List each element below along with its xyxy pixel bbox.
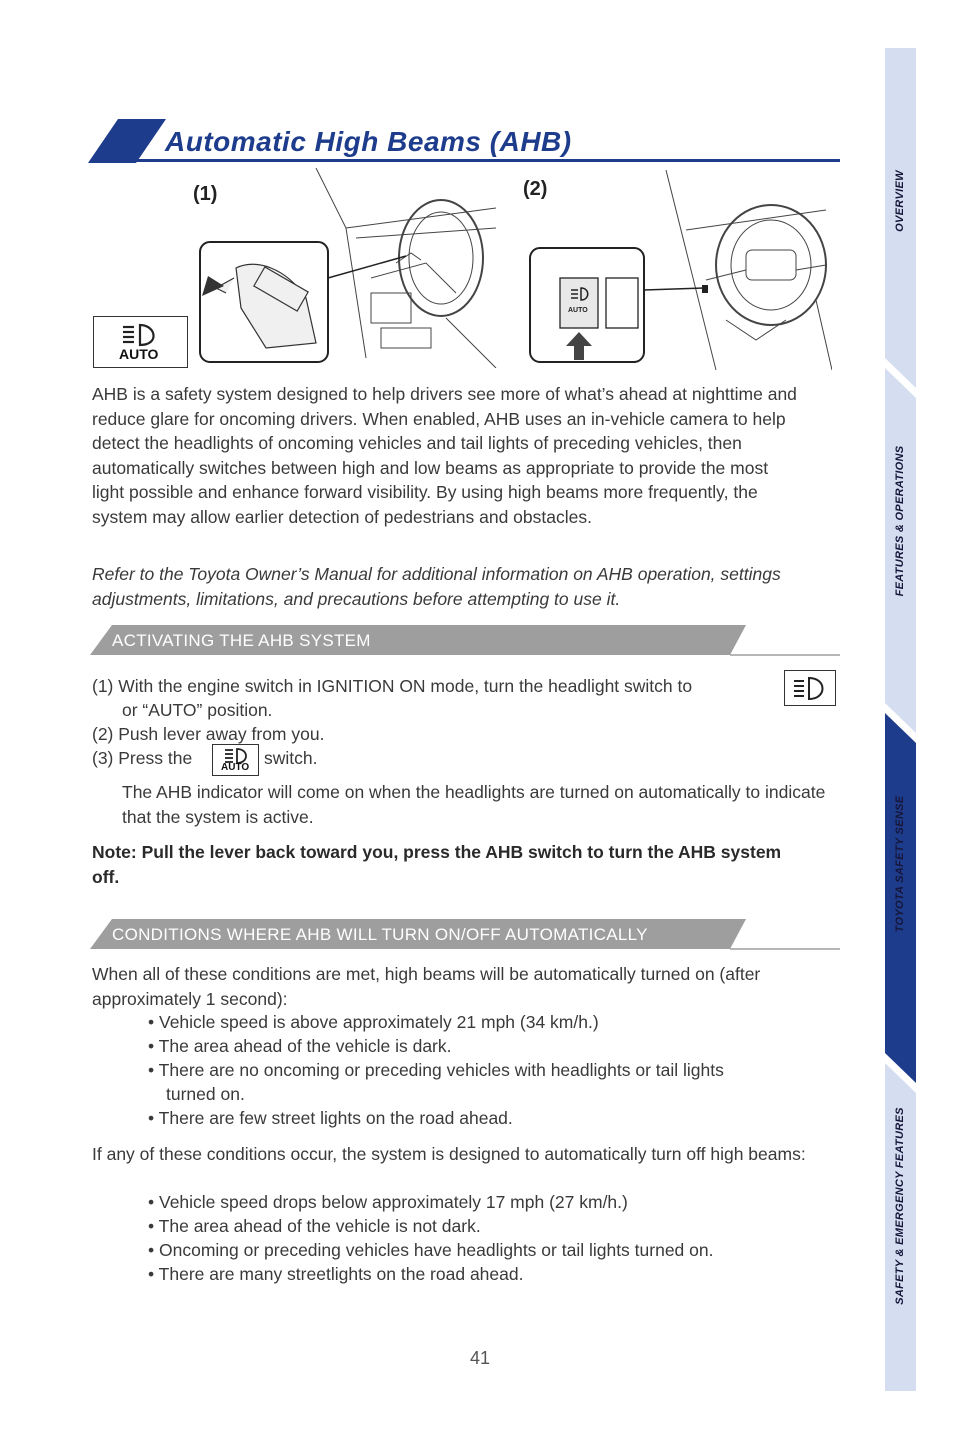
- headlight-auto-icon: [93, 316, 188, 368]
- off-bullet: • There are many streetlights on the road ahead.: [148, 1264, 524, 1284]
- on-bullet: • Vehicle speed is above approximately 21 mph (34 km/h.): [148, 1012, 599, 1032]
- intro-paragraph: AHB is a safety system designed to help drivers see more of what’s ahead at nighttime and reduce glare for oncoming drivers. When enabled, AHB uses an in-vehicle camera to help detect the headlights of oncoming vehicles and tail lights of preceding vehicles, then automatically switches between high and low beams as appropriate to provide the most light possible and enhance forward visibility. By using high beams more frequently, the system may allow earlier detection of pedestrians and obstacles.: [92, 384, 797, 527]
- step-3-prefix: (3) Press the: [92, 748, 193, 768]
- ahb-switch-auto-label: AUTO: [221, 762, 250, 773]
- off-note: Note: Pull the lever back toward you, press the AHB switch to turn the AHB system off.: [92, 842, 782, 887]
- off-intro: If any of these conditions occur, the system is designed to automatically turn off high beams:: [92, 1144, 806, 1164]
- tab-overview[interactable]: OVERVIEW: [894, 170, 906, 232]
- on-bullet: • There are few street lights on the road ahead.: [148, 1108, 513, 1128]
- switch-auto-label: AUTO: [568, 307, 588, 314]
- step-2: (2) Push lever away from you.: [92, 724, 325, 744]
- headlight-icon: [784, 670, 836, 706]
- step-3: [92, 746, 192, 771]
- page-title: Automatic High Beams (AHB): [165, 126, 572, 157]
- indicator-note: The AHB indicator will come on when the headlights are turned on automatically to indicate that the system is active.: [122, 782, 826, 827]
- step-3-suffix: switch.: [264, 748, 318, 768]
- on-intro: When all of these conditions are met, high beams will be automatically turned on (after approximately 1 second):: [92, 964, 761, 1009]
- on-bullet: turned on.: [166, 1084, 245, 1104]
- refer-note: Refer to the Toyota Owner’s Manual for additional information on AHB operation, settings adjustments, limitations, and precautions before attempting to use it.: [92, 564, 781, 609]
- callout-2: (2): [523, 178, 548, 200]
- off-bullet: • Vehicle speed drops below approximately 17 mph (27 km/h.): [148, 1192, 628, 1212]
- auto-label: AUTO: [119, 346, 159, 362]
- on-bullet: • There are no oncoming or preceding vehicles with headlights or tail lights: [148, 1060, 724, 1080]
- step-1: [92, 674, 792, 699]
- page-number: 41: [469, 1348, 491, 1368]
- off-bullet: • The area ahead of the vehicle is not dark.: [148, 1216, 481, 1236]
- section-heading-activating: ACTIVATING THE AHB SYSTEM: [112, 631, 371, 650]
- section-heading-conditions: CONDITIONS WHERE AHB WILL TURN ON/OFF AUTOMATICALLY: [112, 925, 648, 944]
- on-bullet: • The area ahead of the vehicle is dark.: [148, 1036, 452, 1056]
- dashboard-illustration: [526, 170, 832, 370]
- step-1-continued: or “AUTO” position.: [122, 700, 273, 720]
- off-bullet: • Oncoming or preceding vehicles have headlights or tail lights turned on.: [148, 1240, 714, 1260]
- step-1-text: (1) With the engine switch in IGNITION ON mode, turn the headlight switch to: [92, 676, 693, 696]
- tab-safety-emergency-features[interactable]: SAFETY & EMERGENCY FEATURES: [894, 1107, 906, 1305]
- callout-1: (1): [193, 183, 218, 205]
- ahb-switch-icon: [212, 744, 259, 776]
- tab-features-operations[interactable]: FEATURES & OPERATIONS: [894, 445, 906, 597]
- tab-toyota-safety-sense[interactable]: TOYOTA SAFETY SENSE: [894, 795, 906, 933]
- lever-illustration: [196, 168, 506, 368]
